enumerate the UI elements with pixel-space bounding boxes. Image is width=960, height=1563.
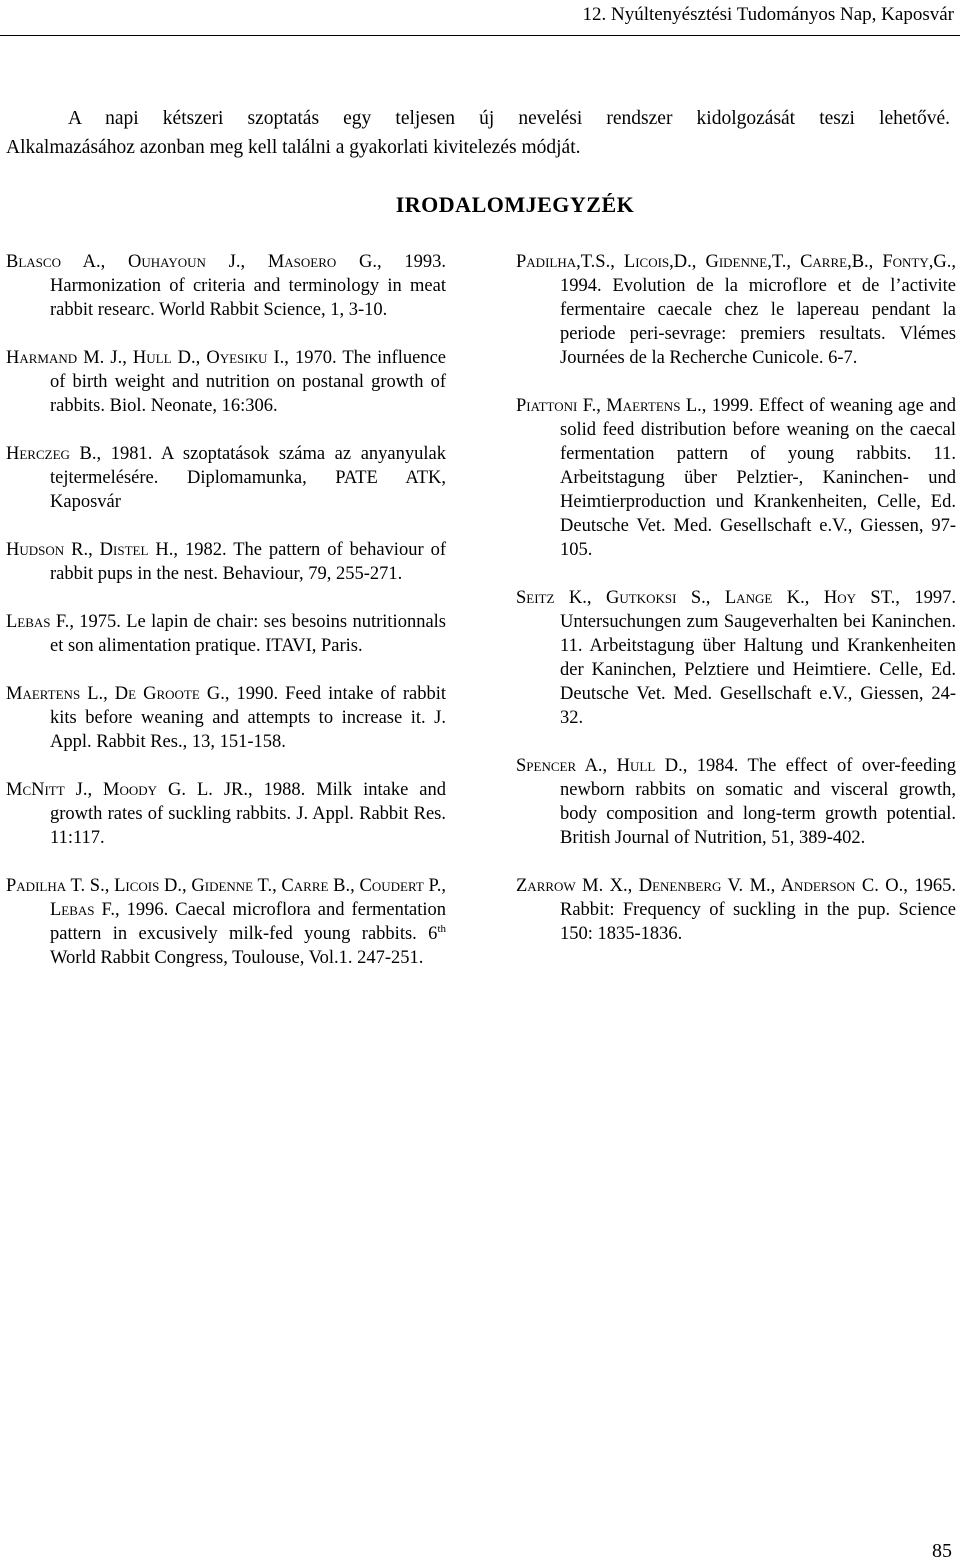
reference-authors: McNitt J., Moody G. L. JR. — [6, 780, 249, 800]
reference-authors: Maertens L., De Groote G. — [6, 684, 225, 704]
intro-line-2: Alkalmazásához azonban meg kell találni a gyakorlati kivitelezés módját. — [6, 137, 581, 158]
reference-entry — [6, 250, 446, 322]
intro-paragraph — [6, 104, 950, 162]
reference-entry — [6, 874, 446, 970]
section-title: IRODALOMJEGYZÉK — [395, 192, 635, 217]
reference-authors: Hudson R., Distel H. — [6, 540, 174, 560]
reference-details: , 1965. Rabbit: Frequency of suckling in the pup. Science 150: 1835-1836. — [560, 876, 956, 944]
reference-details: , 1975. Le lapin de chair: ses besoins nutritionnals et son alimentation pratique. ITAVI, Paris. — [50, 612, 446, 656]
reference-entry — [516, 394, 956, 562]
reference-details: , 1988. Milk intake and growth rates of suckling rabbits. J. Appl. Rabbit Res. 11:117. — [50, 780, 446, 848]
reference-details: , 1997. Untersuchungen zum Saugeverhalten bei Kaninchen. 11. Arbeitstagung über Haltung und Krankenheiten der Kaninchen, Pelztiere und Heimtiere. Celle, Ed. Deutsche Vet. Med. Gesellschaft e.V., Giessen, 24-32. — [560, 588, 956, 728]
reference-entry — [6, 346, 446, 418]
reference-details: , 1999. Effect of weaning age and solid feed distribution before weaning on the caecal fermentation pattern of young rabbits. 11. Arbeitstagung über Pelztier-, Kaninchen- und Heimtierproduction und Krankenheiten, Celle, Ed. Deutsche Vet. Med. Gesellschaft e.V., Giessen, 97-105. — [560, 396, 956, 560]
reference-details: , 1993. Harmonization of criteria and terminology in meat rabbit researc. World Rabbit Science, 1, 3-10. — [50, 252, 447, 320]
references-right-column — [516, 250, 956, 946]
superscript-ordinal: th — [437, 922, 446, 935]
reference-authors: Padilha,T.S., Licois,D., Gidenne,T., Carre,B., Fonty,G. — [516, 252, 952, 272]
reference-entry — [516, 586, 956, 730]
reference-details: , 1981. A szoptatások száma az anyanyulak tejtermelésére. Diplomamunka, PATE ATK, Kaposvár — [50, 444, 446, 512]
reference-entry — [516, 754, 956, 850]
reference-entry — [6, 538, 446, 586]
reference-entry — [6, 610, 446, 658]
reference-entry — [516, 250, 956, 370]
intro-line-1: A napi kétszeri szoptatás egy teljesen új nevelési rendszer kidolgozását teszi lehetővé. — [68, 108, 950, 129]
reference-authors: Harmand M. J., Hull D., Oyesiku I. — [6, 348, 285, 368]
references-left-column — [6, 250, 446, 970]
reference-details: , 1990. Feed intake of rabbit kits before weaning and attempts to increase it. J. Appl. Rabbit Res., 13, 151-158. — [50, 684, 446, 752]
reference-entry — [516, 874, 956, 946]
running-header — [0, 0, 960, 36]
reference-entry — [6, 442, 446, 514]
reference-authors: Herczeg B. — [6, 444, 97, 464]
reference-entry — [6, 682, 446, 754]
reference-entry — [6, 778, 446, 850]
running-header-text: 12. Nyúltenyésztési Tudományos Nap, Kaposvár — [582, 4, 954, 25]
reference-details: , 1984. The effect of over-feeding newborn rabbits on somatic and visceral growth, body composition and long-term growth potential. British Journal of Nutrition, 51, 389-402. — [560, 756, 956, 848]
reference-authors: Zarrow M. X., Denenberg V. M., Anderson C. O. — [516, 876, 904, 896]
reference-details: , 1994. Evolution de la microflore et de l’activite fermentaire caecale chez le lapereau pendant la periode peri-sevrage: premiers resultats. Vlémes Journées de la Recherche Cunicole. 6-7. — [560, 252, 956, 368]
reference-details: , 1996. Caecal microflora and fermentation pattern in excusively milk-fed young rabbits. 6 — [50, 900, 447, 944]
reference-authors: Lebas F. — [6, 612, 70, 632]
reference-authors: Piattoni F., Maertens L. — [516, 396, 702, 416]
reference-details: , 1970. The influence of birth weight and nutrition on postanal growth of rabbits. Biol. Neonate, 16:306. — [50, 348, 446, 416]
reference-authors: Seitz K., Gutkoksi S., Lange K., Hoy ST. — [516, 588, 896, 608]
reference-authors: Spencer A., Hull D. — [516, 756, 683, 776]
page-number: 85 — [932, 1540, 952, 1562]
reference-authors: Padilha T. S., Licois D., Gidenne T., Carre B., Coudert P., Lebas F. — [6, 876, 446, 920]
reference-details-continued: World Rabbit Congress, Toulouse, Vol.1. 247-251. — [50, 948, 424, 968]
reference-details: , 1982. The pattern of behaviour of rabbit pups in the nest. Behaviour, 79, 255-271. — [50, 540, 446, 584]
reference-authors: Blasco A., Ouhayoun J., Masoero G. — [6, 252, 378, 272]
